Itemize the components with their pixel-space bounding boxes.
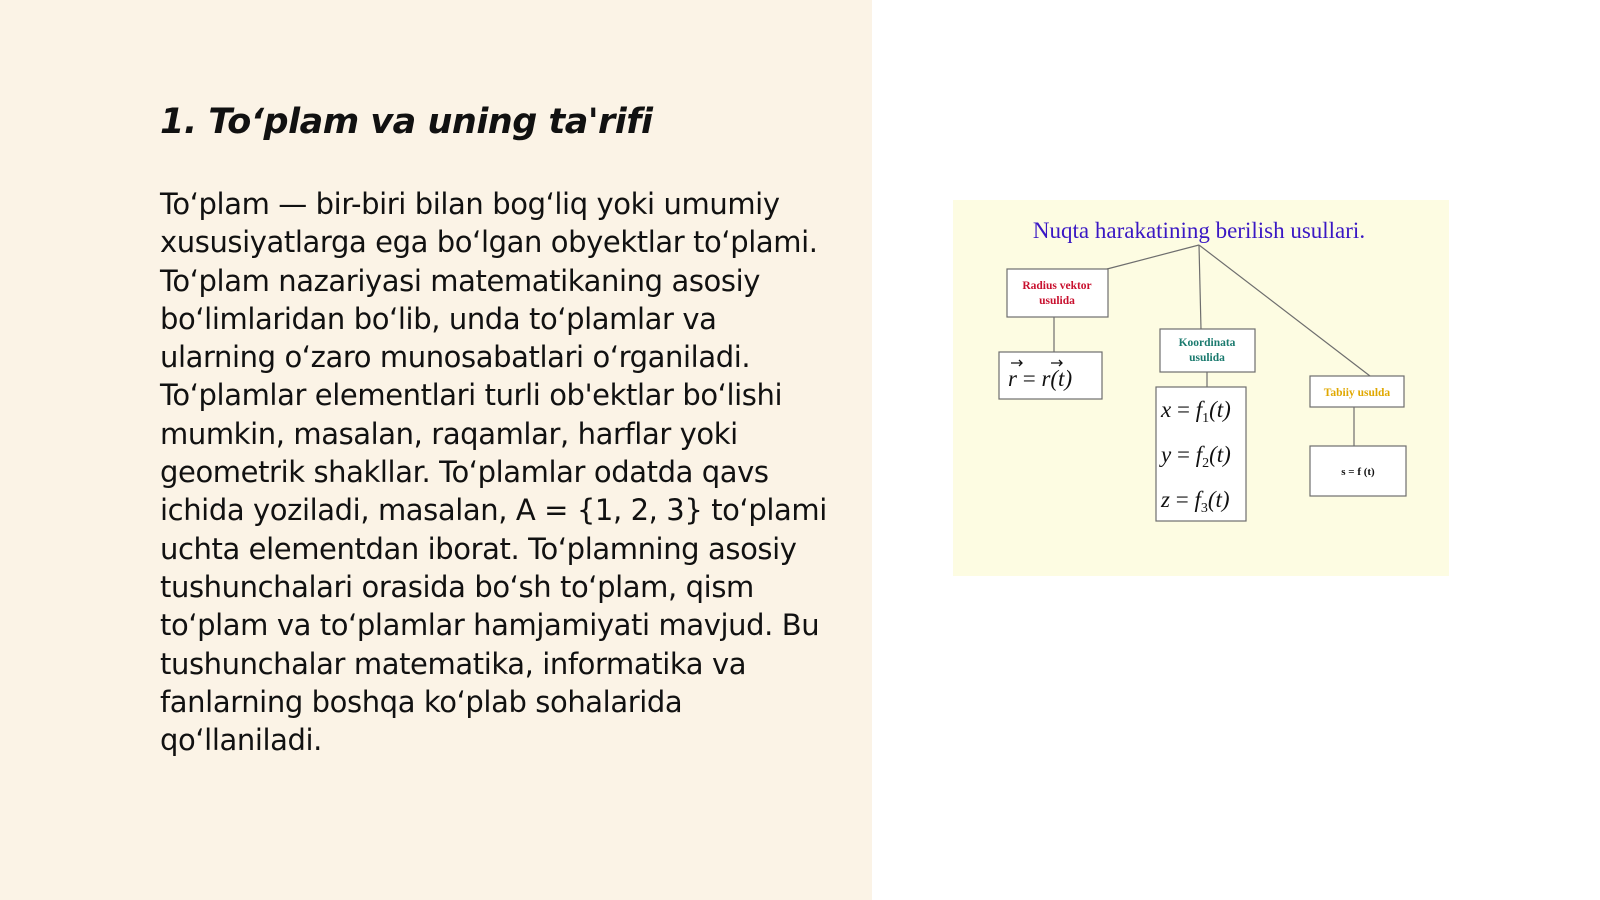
natural-method-label: Tabiiy usulda [1323,387,1391,399]
radius-vector-label-line1: Radius vektor [1022,280,1092,292]
coordinate-label-line2: usulida [1189,352,1225,364]
coordinate-label-line1: Koordinata [1178,337,1236,349]
motion-methods-diagram [953,200,1449,576]
coordinate-formula-y: y = f2(t) [1161,442,1231,471]
slide-body-text: To‘plam — bir-biri bilan bog‘liq yoki umumiy xususiyatlarga ega bo‘lgan obyektlar to‘plami. To‘plam nazariyasi matematikaning asosiy bo‘limlaridan bo‘lib, unda to‘plamlar va ularning o‘zaro munosabatlari o‘rganiladi. To‘plamlar elementlari turli ob'ektlar bo‘lishi mumkin, masalan, raqamlar, harflar yoki geometrik shakllar. To‘plamlar odatda qavs ichida yoziladi, masalan, A = {1, 2, 3} to‘plami uchta elementdan iborat. To‘plamning asosiy tushunchalari orasida bo‘sh to‘plam, qism to‘plam va to‘plamlar hamjamiyati mavjud. Bu tushunchalar matematika, informatika va fanlarning boshqa ko‘plab sohalarida qo‘llaniladi. [160,187,827,758]
radius-vector-formula [1008,366,1072,391]
coordinate-method-box [1160,329,1255,372]
diagram-svg [953,200,1449,576]
radius-vector-method-box [1007,269,1108,317]
formula-equals: = [1016,366,1042,391]
connector-line [1199,245,1201,329]
natural-formula: s = f (t) [1341,466,1375,478]
connector-line [1107,245,1199,269]
formula-r-lhs: r [1008,366,1017,391]
coordinate-formula-x: x = f1(t) [1161,397,1231,426]
coordinate-formula-z: z = f3(t) [1161,487,1230,516]
slide-title: 1. To‘plam va uning ta'rifi [160,102,653,142]
diagram-title: Nuqta harakatining berilish usullari. [1032,218,1366,243]
formula-argument: (t) [1050,366,1073,391]
formula-r-rhs: r [1041,366,1051,391]
radius-vector-label-line2: usulida [1039,295,1075,307]
